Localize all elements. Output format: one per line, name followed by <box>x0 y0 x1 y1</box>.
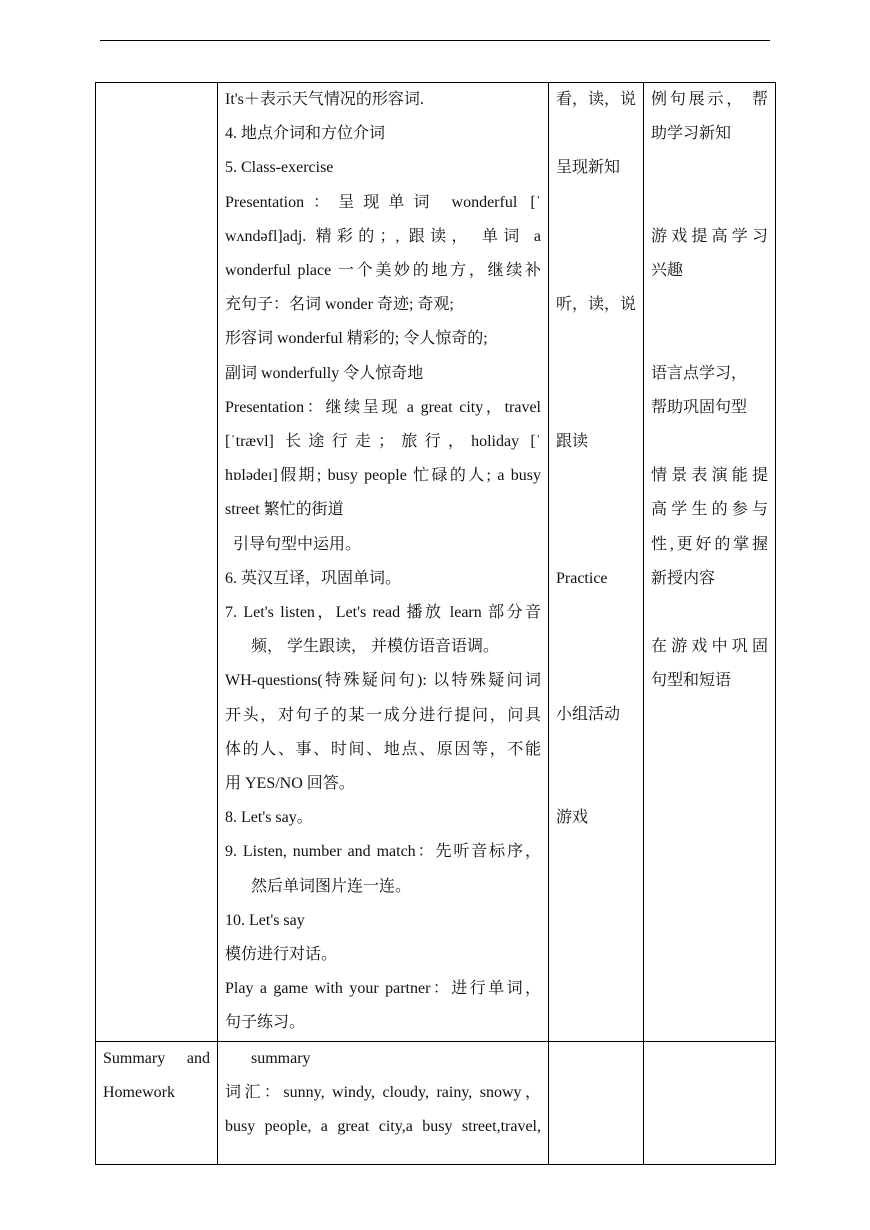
procedure-line: wʌndəfl]adj. 精彩的；, 跟读， 单词 a <box>225 227 541 245</box>
procedure-line: 10. Let's say <box>225 911 305 929</box>
intent-line: 在游戏中巩固 <box>651 638 768 656</box>
procedure-line: 开头，对句子的某一成分进行提问，问具 <box>225 706 541 724</box>
intent-line: 助学习新知 <box>651 125 732 143</box>
procedure-line: 然后单词图片连一连。 <box>251 877 412 895</box>
procedure-line: 副词 wonderfully 令人惊奇地 <box>225 364 424 382</box>
procedure-line: 7. Let's listen，Let's read 播放 learn 部分音 <box>225 604 541 622</box>
intent-line: 游戏提高学习 <box>651 227 768 245</box>
procedure-line: Play a game with your partner：进行单词， <box>225 980 541 998</box>
activity-line: 听，读，说 <box>556 296 636 314</box>
procedure-cell <box>218 83 549 1042</box>
procedure-line: Presentation：继续呈现 a great city，travel <box>225 398 541 416</box>
procedure-line: 6. 英汉互译，巩固单词。 <box>225 569 402 587</box>
summary-activity-cell <box>549 1041 644 1164</box>
intent-line: 新授内容 <box>651 569 716 587</box>
procedure-line: wonderful place 一个美妙的地方，继续补 <box>225 262 541 280</box>
activity-line: 小组活动 <box>556 706 621 724</box>
summary-content-cell <box>218 1041 549 1164</box>
intent-line: 句型和短语 <box>651 672 732 690</box>
activity-line: 跟读 <box>556 432 589 450</box>
procedure-line: WH-questions(特殊疑问句): 以特殊疑问词 <box>225 672 541 690</box>
procedure-line: 频， 学生跟读， 并模仿语音语调。 <box>251 638 500 656</box>
procedure-line: 充句子：名词 wonder 奇迹; 奇观; <box>225 296 454 314</box>
procedure-line: 体的人、事、时间、地点、原因等，不能 <box>225 740 541 758</box>
procedure-line: 模仿进行对话。 <box>225 946 338 964</box>
procedure-line: 引导句型中运用。 <box>233 535 362 553</box>
procedure-line: hɒlədeɪ]假期; busy people 忙碌的人; a busy <box>225 467 541 485</box>
procedure-line: 用 YES/NO 回答。 <box>225 775 355 793</box>
stage-line: Homework <box>103 1083 175 1101</box>
intent-line: 高学生的参与 <box>651 501 768 519</box>
activity-line: 呈现新知 <box>556 159 621 177</box>
procedure-line: 形容词 wonderful 精彩的; 令人惊奇的; <box>225 330 488 348</box>
intent-line: 语言点学习， <box>651 364 748 382</box>
summary-line: busy people, a great city,a busy street,travel, <box>225 1118 541 1136</box>
activity-line: 游戏 <box>556 809 589 827</box>
teaching-procedure-row <box>96 83 776 1042</box>
procedure-line: street 繁忙的街道 <box>225 501 344 519</box>
procedure-line: 9. Listen, number and match：先听音标序， <box>225 843 541 861</box>
summary-line: 词汇：sunny, windy, cloudy, rainy, snowy， <box>225 1083 541 1101</box>
stage-line: Summary and <box>103 1049 210 1067</box>
procedure-line: 8. Let's say。 <box>225 809 313 827</box>
procedure-line: 句子练习。 <box>225 1014 306 1032</box>
procedure-line: 5. Class-exercise <box>225 159 334 177</box>
stage-cell-empty <box>96 83 218 1042</box>
intent-line: 例句展示， 帮 <box>651 91 768 108</box>
intent-line: 性,更好的掌握 <box>651 535 768 553</box>
procedure-line: 4. 地点介词和方位介词 <box>225 125 386 143</box>
lesson-plan-table <box>95 82 776 1165</box>
summary-homework-row <box>96 1041 776 1164</box>
summary-intent-cell <box>644 1041 776 1164</box>
procedure-line: [ˈtrævl] 长途行走；旅行，holiday [ˈ <box>225 433 541 451</box>
procedure-line: Presentation：呈现单词 wonderful [ˈ <box>225 193 541 211</box>
design-intent-cell <box>644 83 776 1042</box>
activity-line: 看，读，说 <box>556 91 636 108</box>
activity-line: Practice <box>556 569 608 587</box>
summary-stage-cell <box>96 1041 218 1164</box>
student-activity-cell <box>549 83 644 1042</box>
intent-line: 兴趣 <box>651 261 684 279</box>
intent-line: 帮助巩固句型 <box>651 398 748 416</box>
header-rule <box>100 40 770 41</box>
procedure-line: It's＋表示天气情况的形容词. <box>225 91 424 108</box>
summary-line: summary <box>251 1049 311 1067</box>
intent-line: 情景表演能提 <box>651 467 768 485</box>
